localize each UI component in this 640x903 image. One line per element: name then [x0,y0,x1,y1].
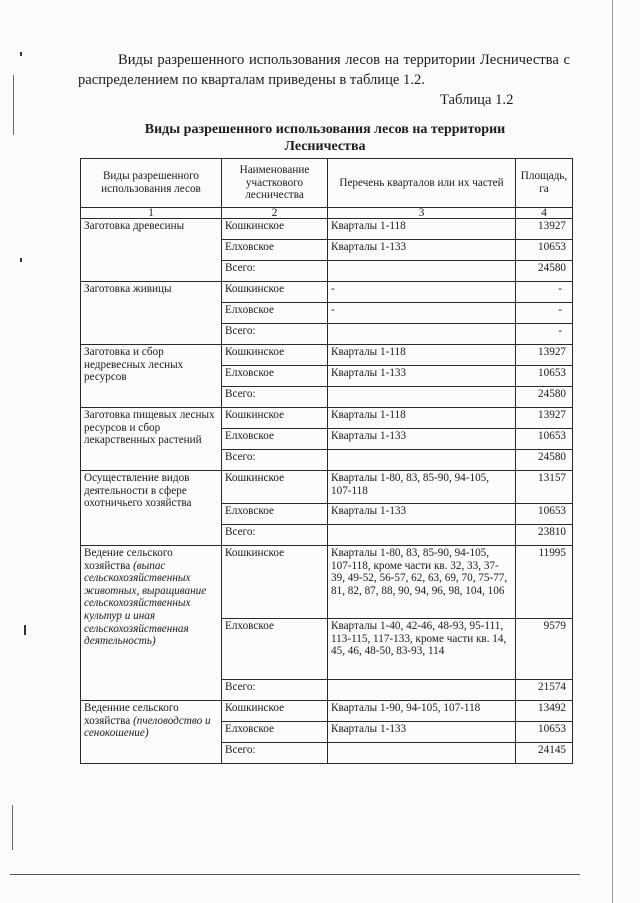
forestry-cell: Елховское [222,366,328,387]
forestry-cell: Кошкинское [222,219,328,240]
column-number-row [81,208,573,219]
scan-artifact [24,625,26,635]
area-cell: 13492 [516,701,573,722]
table-row [81,701,573,722]
header-cell: Перечень кварталов или их частей [328,159,516,208]
quarters-cell [328,387,516,408]
forestry-cell: Кошкинское [222,282,328,303]
table-row [81,408,573,429]
forestry-cell: Кошкинское [222,345,328,366]
header-cell: Площадь, га [516,159,573,208]
forestry-cell: Кошкинское [222,408,328,429]
quarters-cell: Кварталы 1-133 [328,504,516,525]
area-cell: 13157 [516,471,573,504]
area-cell: - [516,303,573,324]
area-cell: 11995 [516,546,573,619]
scan-artifact [20,258,22,262]
quarters-cell [328,525,516,546]
table-row [81,219,573,240]
quarters-cell: Кварталы 1-80, 83, 85-90, 94-105, 107-118, кроме части кв. 32, 33, 37-39, 49-52, 56-57, 62, 63, 69, 70, 75-77, 81, 82, 87, 88, 90, 94, 96, 98, 104, 106 [328,546,516,619]
quarters-cell: Кварталы 1-133 [328,429,516,450]
area-cell: 10653 [516,722,573,743]
table-number: Таблица 1.2 [440,92,514,108]
column-number: 4 [516,208,573,219]
forestry-cell: Кошкинское [222,471,328,504]
quarters-cell: Кварталы 1-118 [328,219,516,240]
quarters-cell: Кварталы 1-118 [328,408,516,429]
forestry-cell: Елховское [222,722,328,743]
use-type-cell [81,701,222,764]
quarters-cell: - [328,303,516,324]
area-cell: 23810 [516,525,573,546]
area-cell: - [516,282,573,303]
use-type-label: Заготовка древесины [84,220,185,232]
area-cell: 9579 [516,619,573,680]
area-cell: 13927 [516,345,573,366]
quarters-cell: Кварталы 1-40, 42-46, 48-93, 95-111, 113-115, 117-133, кроме части кв. 14, 45, 46, 48-50, 83-93, 114 [328,619,516,680]
area-cell: 21574 [516,680,573,701]
forestry-cell: Всего: [222,261,328,282]
table-title: Виды разрешенного использования лесов на территории Лесничества [144,122,506,154]
table-row [81,345,573,366]
table-row [81,546,573,619]
bottom-rule [10,874,580,875]
area-cell: 10653 [516,429,573,450]
quarters-cell [328,261,516,282]
header-row [81,159,573,208]
quarters-cell: Кварталы 1-133 [328,240,516,261]
column-number: 3 [328,208,516,219]
forestry-cell: Кошкинское [222,701,328,722]
use-type-note: (пчеловодство и сенокошение) [84,714,211,740]
scan-artifact [20,52,22,56]
area-cell: 24580 [516,387,573,408]
quarters-cell: Кварталы 1-118 [328,345,516,366]
forestry-cell: Елховское [222,504,328,525]
area-cell: 10653 [516,504,573,525]
forestry-cell: Всего: [222,324,328,345]
forestry-cell: Кошкинское [222,546,328,619]
forestry-cell: Всего: [222,450,328,471]
header-cell: Наименование участкового лесничества [222,159,328,208]
area-cell: 24580 [516,450,573,471]
forestry-cell: Всего: [222,680,328,701]
forestry-cell: Елховское [222,240,328,261]
quarters-cell: Кварталы 1-80, 83, 85-90, 94-105, 107-118 [328,471,516,504]
use-type-label: Веденние сельского хозяйства [84,702,179,727]
area-cell: 24580 [516,261,573,282]
intro-paragraph: Виды разрешенного использования лесов на территории Лесничества с распределением по кварталам приведены в таблице 1.2. [78,52,570,88]
header-cell: Виды разрешенного использования лесов [81,159,222,208]
quarters-cell: Кварталы 1-90, 94-105, 107-118 [328,701,516,722]
area-cell: 10653 [516,240,573,261]
use-type-cell [81,345,222,408]
use-type-cell [81,282,222,345]
quarters-cell [328,680,516,701]
use-type-cell [81,471,222,546]
quarters-cell: - [328,282,516,303]
area-cell: 10653 [516,366,573,387]
quarters-cell [328,743,516,764]
use-type-label: Осуществление видов деятельности в сфере охотничьего хозяйства [84,472,192,510]
column-number: 2 [222,208,328,219]
use-type-cell [81,408,222,471]
forestry-cell: Елховское [222,619,328,680]
area-cell: 13927 [516,219,573,240]
quarters-cell [328,324,516,345]
use-type-label: Ведение сельского хозяйства [84,547,173,572]
area-cell: 13927 [516,408,573,429]
forestry-cell: Всего: [222,743,328,764]
scan-artifact [612,0,613,903]
use-type-label: Заготовка и сбор недревесных лесных ресурсов [84,346,184,384]
forestry-cell: Елховское [222,303,328,324]
scan-artifact [13,75,14,135]
use-type-cell [81,219,222,282]
forestry-cell: Всего: [222,525,328,546]
quarters-cell: Кварталы 1-133 [328,366,516,387]
forestry-cell: Елховское [222,429,328,450]
use-type-cell [81,546,222,701]
forestry-cell: Всего: [222,387,328,408]
table-row [81,471,573,504]
quarters-cell [328,450,516,471]
forest-use-table [80,158,573,764]
table-row [81,282,573,303]
scan-artifact [12,805,13,850]
use-type-label: Заготовка живицы [84,283,172,295]
area-cell: 24145 [516,743,573,764]
quarters-cell: Кварталы 1-133 [328,722,516,743]
area-cell: - [516,324,573,345]
use-type-note: (выпас сельскохозяйственных животных, выращивание сельскохозяйственных культур и иная сельскохозяйственная деятельность) [84,559,207,648]
use-type-label: Заготовка пищевых лесных ресурсов и сбор лекарственных растений [84,409,215,447]
column-number: 1 [81,208,222,219]
